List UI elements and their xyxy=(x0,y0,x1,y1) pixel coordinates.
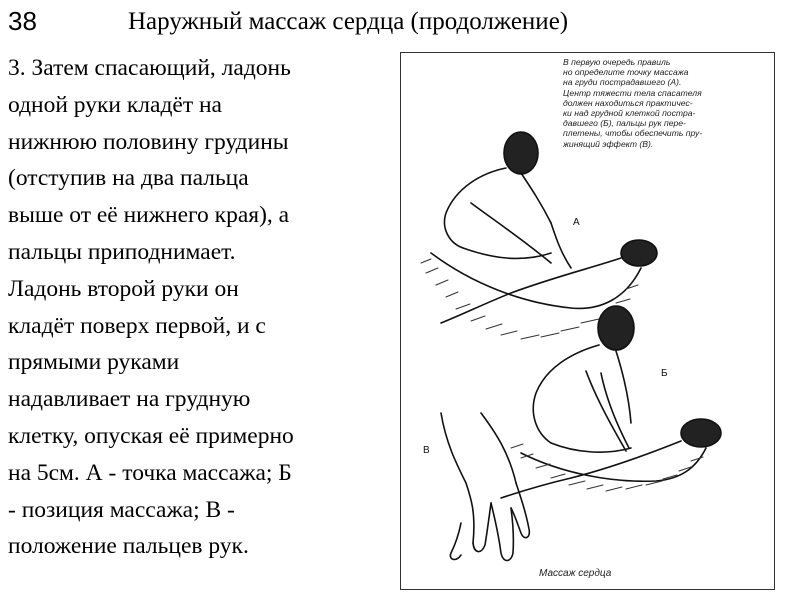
slide-title: Наружный массаж сердца (продолжение) xyxy=(128,8,569,35)
figure-note-line: ки над грудной клеткой постра- xyxy=(563,108,696,119)
slide-number: 38 xyxy=(8,6,37,36)
hands-detail xyxy=(441,413,529,561)
figure-label-a: А xyxy=(573,217,580,228)
figure-note-line: плетены, чтобы обеспечить пру- xyxy=(563,128,703,139)
figure-label-v: В xyxy=(423,445,430,456)
figure-note-line: на груди пострадавшего (А). xyxy=(563,77,682,88)
body-line: (отступив на два пальца xyxy=(8,165,249,192)
cpr-illustration xyxy=(400,52,775,590)
figure-note-line: давшего (Б), пальцы рук пере- xyxy=(563,118,686,129)
body-line: надавливает на грудную xyxy=(8,386,251,413)
body-line: пальцы приподнимает. xyxy=(8,238,236,265)
body-line: нижнюю половину грудины xyxy=(8,128,289,155)
figure-note xyxy=(563,57,761,149)
body-line: - позиция массажа; В - xyxy=(8,496,235,523)
body-line: выше от её нижнего края), а xyxy=(8,202,290,229)
body-line: 3. Затем спасающий, ладонь xyxy=(8,55,291,81)
rescuer-upper-figure xyxy=(445,132,571,268)
body-line: клетку, опуская её примерно xyxy=(8,422,294,449)
body-text xyxy=(8,50,388,565)
figure-note-line: но определите точку массажа xyxy=(563,67,689,78)
figure-note-line: В первую очередь правиль xyxy=(563,57,671,67)
body-line: кладёт поверх первой, и с xyxy=(8,312,266,339)
body-line: прямыми руками xyxy=(8,349,180,376)
figure-note-line: жинящий эффект (В). xyxy=(563,138,654,149)
figure-label-b: Б xyxy=(661,368,668,379)
body-line: одной руки кладёт на xyxy=(8,91,222,118)
victim-lower-figure xyxy=(501,419,721,498)
figure-note-line: должен находиться практичес- xyxy=(563,97,693,108)
body-line: на 5см. А - точка массажа; Б xyxy=(8,459,292,486)
body-line: положение пальцев рук. xyxy=(8,533,249,560)
rescuer-lower-figure xyxy=(533,306,634,452)
figure-note-line: Центр тяжести тела спасателя xyxy=(563,87,702,98)
body-line: Ладонь второй руки он xyxy=(8,275,239,302)
figure-caption: Массаж сердца xyxy=(539,568,612,579)
